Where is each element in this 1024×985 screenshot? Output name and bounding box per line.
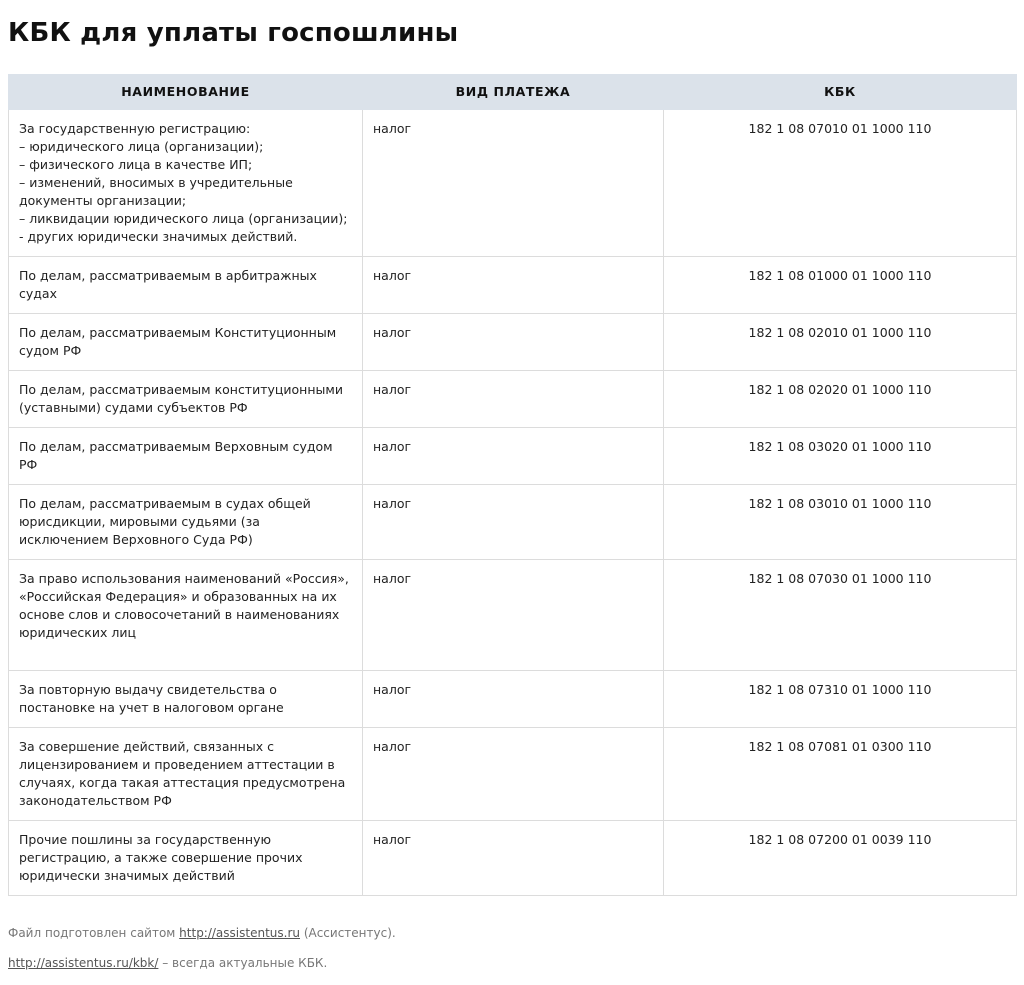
table-row [9,728,1017,821]
row-name: За право использования наименований «Россия», «Российская Федерация» и образованных на их основе слов и словосочетаний в наименованиях юридических лиц [9,560,363,671]
row-payment-type: налог [363,428,664,485]
row-payment-type: налог [363,371,664,428]
row-name: За государственную регистрацию: – юридического лица (организации); – физического лица в качестве ИП; – изменений, вносимых в учредительные документы организации; – ликвидации юридического лица (организации); - других юридически значимых действий. [9,110,363,257]
row-payment-type: налог [363,671,664,728]
kbk-table [8,74,1017,896]
row-kbk-code: 182 1 08 02020 01 1000 110 [664,371,1017,428]
table-row [9,110,1017,257]
footer-kbk-suffix-text: – всегда актуальные КБК. [158,956,328,970]
row-kbk-code: 182 1 08 01000 01 1000 110 [664,257,1017,314]
row-kbk-code: 182 1 08 07081 01 0300 110 [664,728,1017,821]
table-row [9,428,1017,485]
header-name: НАИМЕНОВАНИЕ [9,75,363,110]
table-header-row [9,75,1017,110]
row-kbk-code: 182 1 08 03010 01 1000 110 [664,485,1017,560]
footer-suffix-text: (Ассистентус). [300,926,396,940]
footer-kbk-note [8,956,327,970]
row-payment-type: налог [363,257,664,314]
table-row [9,485,1017,560]
footer-prefix-text: Файл подготовлен сайтом [8,926,180,940]
row-kbk-code: 182 1 08 03020 01 1000 110 [664,428,1017,485]
header-payment-type: ВИД ПЛАТЕЖА [363,75,664,110]
row-name: За повторную выдачу свидетельства о постановке на учет в налоговом органе [9,671,363,728]
assistentus-home-link[interactable]: http://assistentus.ru [179,926,300,940]
header-kbk: КБК [664,75,1017,110]
row-name: По делам, рассматриваемым Верховным судом РФ [9,428,363,485]
footer-source-note [8,926,396,940]
row-kbk-code: 182 1 08 07010 01 1000 110 [664,110,1017,257]
row-kbk-code: 182 1 08 07200 01 0039 110 [664,821,1017,896]
table-row [9,314,1017,371]
row-payment-type: налог [363,560,664,671]
table-row [9,257,1017,314]
table-row [9,821,1017,896]
row-name: По делам, рассматриваемым конституционными (уставными) судами субъектов РФ [9,371,363,428]
row-kbk-code: 182 1 08 07030 01 1000 110 [664,560,1017,671]
row-name: По делам, рассматриваемым в арбитражных судах [9,257,363,314]
table-row [9,671,1017,728]
row-name: Прочие пошлины за государственную регистрацию, а также совершение прочих юридически значимых действий [9,821,363,896]
page-title: КБК для уплаты госпошлины [8,18,459,48]
table-row [9,371,1017,428]
row-kbk-code: 182 1 08 07310 01 1000 110 [664,671,1017,728]
table-row [9,560,1017,671]
row-name: По делам, рассматриваемым в судах общей юрисдикции, мировыми судьями (за исключением Верховного Суда РФ) [9,485,363,560]
row-payment-type: налог [363,485,664,560]
row-name: За совершение действий, связанных с лицензированием и проведением аттестации в случаях, когда такая аттестация предусмотрена законодательством РФ [9,728,363,821]
assistentus-kbk-link[interactable]: http://assistentus.ru/kbk/ [8,956,159,970]
row-kbk-code: 182 1 08 02010 01 1000 110 [664,314,1017,371]
row-payment-type: налог [363,821,664,896]
row-name: По делам, рассматриваемым Конституционным судом РФ [9,314,363,371]
row-payment-type: налог [363,314,664,371]
row-payment-type: налог [363,728,664,821]
row-payment-type: налог [363,110,664,257]
